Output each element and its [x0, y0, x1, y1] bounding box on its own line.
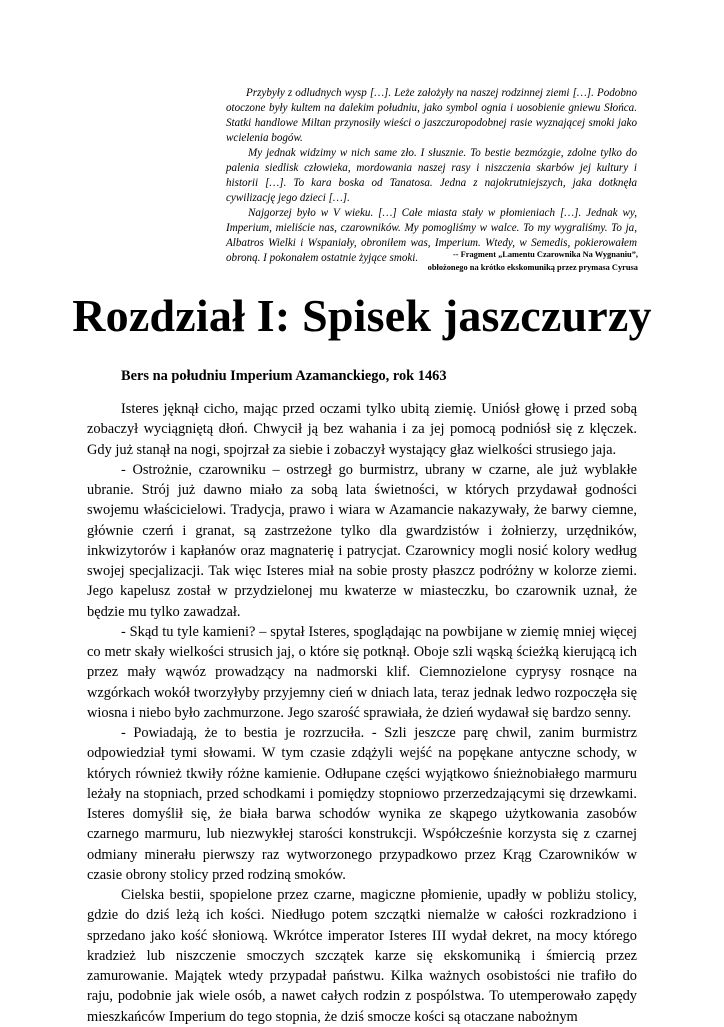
body-paragraph: - Skąd tu tyle kamieni? – spytał Isteres, spoglądając na powbijane w ziemię mniej więcej co metr skały wielkości strusich jaj, o które się potknął. Oboje szli wąską ścieżką kierującą ich przez mały wąwóz prowadzący na nadmorski klif. Ciemnozielone cyprysy rosnące na wzgórkach wokół tworzyłyby przyjemny cień w dniach lata, teraz jednak ledwo rozpoczęła się wiosna i niebo było zachmurzone. Jego szarość sprawiała, że dzień wydawał się bardzo senny.	[87, 623, 637, 721]
section-heading: Bers na południu Imperium Azamanckiego, rok 1463	[121, 368, 447, 384]
body-paragraph: Isteres jęknął cicho, mając przed oczami tylko ubitą ziemię. Uniósł głowę i przed sobą zobaczył wyciągniętą dłoń. Chwycił ją bez wahania i za jej pomocą podniósł się z klęczek. Gdy już stanął na nogi, spojrzał za siebie i zobaczył wystający głaz wielkości strusiego jaja.	[87, 401, 637, 458]
attribution-line: obłożonego na krótko ekskomuniką przez prymasa Cyrusa	[427, 263, 638, 272]
epigraph-paragraph: My jednak widzimy w nich same zło. I słusznie. To bestie bezmózgie, zdolne tylko do palenia siedlisk człowieka, mordowania naszej rasy i niszczenia skarbów jej kultury i historii […]. To kara boska od Tanatosa. Jedna z najokrutniejszych, jaka dotknęła cywilizację jego dzieci […].	[226, 147, 637, 204]
epigraph-paragraph: Najgorzej było w V wieku. […] Całe miasta stały w płomieniach […]. Jednak wy, Imperium, mieliście nas, czarowników. My pomogliśmy w walce. To my wygraliśmy. To ja, Albatros Wielki i Wspaniały, obroniłem was, Imperium. Wtedy, w Semedis, pokierowałem obroną. I pokonałem ostatnie żyjące smoki.	[226, 207, 637, 264]
chapter-title: Rozdział I: Spisek jaszczurzy	[72, 290, 652, 341]
body-paragraph: Cielska bestii, spopielone przez czarne, magiczne płomienie, upadły w pobliżu stolicy, gdzie do dziś leżą ich kości. Niedługo potem szczątki niemalże w całości rozkradziono i sprzedano jako kość słoniową. Wkrótce imperator Isteres III wydał dekret, na mocy którego kradzież lub niszczenie smoczych szczątek karze się ekskomuniką i śmiercią przez zamurowanie. Majątek wtedy przypadał państwu. Kilka ważnych osobistości nie trafiło do raju, podobnie jak wiele osób, a nawet całych rodzin z pospólstwa. To utemperowało zapędy mieszkańców Imperium do tego stopnia, że dziś smocze kości są otaczane nabożnym	[87, 887, 637, 1025]
body-text	[87, 399, 637, 1027]
epigraph-attribution	[428, 248, 638, 274]
body-paragraph: - Powiadają, że to bestia je rozrzuciła. - Szli jeszcze parę chwil, zanim burmistrz odpowiedział tymi słowami. W tym czasie zdążyli wejść na popękane antyczne schody, w których również tkwiły różne kamienie. Odłupane części wyjątkowo śnieżnobiałego marmuru leżały na stopniach, przed schodkami i pomiędzy stopniowo przerzedzającymi się drzewkami. Isteres domyślił się, że biała barwa schodów wynika ze skąpego użytkowania zasobów czarnego marmuru, lub niezwykłej starości konstrukcji. Współcześnie korzysta się z czarnej odmiany minerału pierwszy raz wytworzonego przypadkowo przez Krąg Czarowników w czasie obrony stolicy przed rodziną smoków.	[87, 725, 637, 883]
attribution-line: -- Fragment „Lamentu Czarownika Na Wygnaniu”,	[452, 250, 638, 259]
epigraph-paragraph: Przybyły z odludnych wysp […]. Leże założyły na naszej rodzinnej ziemi […]. Podobno otoczone były kultem na dalekim południu, jako symbol ognia i uosobienie gniewu Słońca. Statki handlowe Miltan przynosiły wieści o jaszczuropodobnej rasie wyznającej smoki jako wcielenia bogów.	[226, 87, 637, 144]
body-paragraph: - Ostrożnie, czarowniku – ostrzegł go burmistrz, ubrany w czarne, ale już wyblakłe ubranie. Strój już dawno miało za sobą lata świetności, w których przydawał godności swojemu właścicielowi. Tradycja, prawo i wiara w Azamancie nakazywały, że barwy ciemne, głównie czerń i granat, są zastrzeżone tylko dla gwardzistów i żołnierzy, urzędników, inkwizytorów i kapłanów oraz magnaterię i patrycjat. Czarownicy mogli nosić kolory według swojej specjalizacji. Tak więc Isteres miał na sobie prosty płaszcz podróżny w kolorze ziemi. Jego kapelusz został w przydzielonej mu kwaterze w miasteczku, bo czarownik uznał, że będzie mu tylko zawadzał.	[87, 461, 637, 620]
epigraph	[226, 86, 637, 266]
